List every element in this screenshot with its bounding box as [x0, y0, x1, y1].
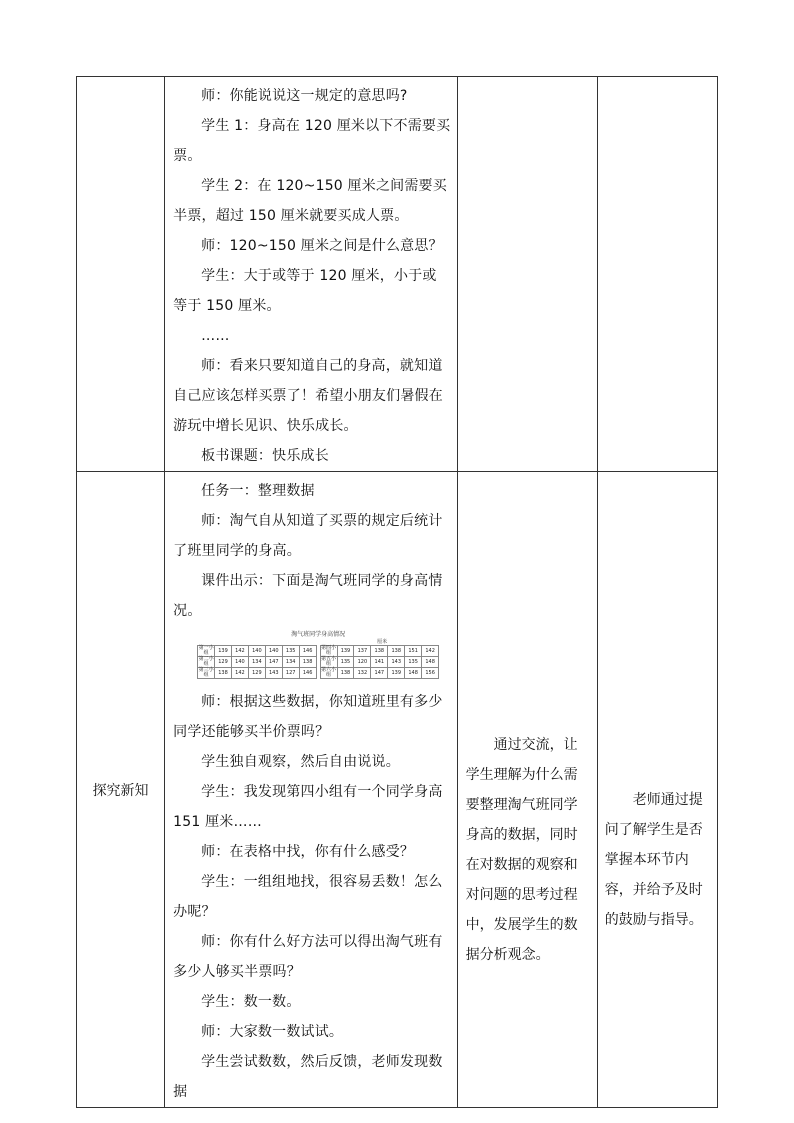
- dialogue-line: 师：淘气自从知道了买票的规定后统计了班里同学的身高。: [173, 513, 443, 559]
- group-label: 第二小组: [198, 656, 214, 667]
- stage-cell-empty: [77, 77, 165, 472]
- dialogue-line: 学生独自观察，然后自由说说。: [201, 754, 400, 770]
- group-label: 第三小组: [198, 667, 214, 678]
- height-cell: 146: [299, 668, 316, 679]
- height-cell: 142: [422, 646, 439, 657]
- height-cell: 135: [405, 657, 422, 668]
- dialogue-line: 师：你能说说这一规定的意思吗?: [201, 88, 408, 104]
- height-cell: 148: [405, 668, 422, 679]
- design-intent-text: 通过交流，让学生理解为什么需要整理淘气班同学身高的数据，同时在对数据的观察和对问题的思考过程中，发展学生的数据分析观念。: [465, 736, 578, 963]
- height-cell: 146: [299, 646, 316, 657]
- table-row: [198, 668, 439, 679]
- height-cell: 151: [405, 646, 422, 657]
- height-cell: 142: [231, 646, 248, 657]
- dialogue-line: 师：你有什么好方法可以得出淘气班有多少人够买半票吗？: [173, 934, 443, 980]
- dialogue-line: 师：120~150 厘米之间是什么意思？: [201, 238, 443, 254]
- height-data-figure: [197, 630, 439, 679]
- height-cell: 139: [337, 646, 354, 657]
- dialogue-line: 学生：数一数。: [201, 994, 301, 1010]
- height-cell: 138: [371, 646, 388, 657]
- height-cell: 139: [388, 668, 405, 679]
- height-cell: 143: [265, 668, 282, 679]
- height-cell: 139: [215, 646, 232, 657]
- height-cell: 147: [371, 668, 388, 679]
- dialogue-line: 任务一：整理数据: [201, 483, 315, 499]
- group-label: 第一小组: [198, 645, 214, 656]
- height-cell: 138: [215, 668, 232, 679]
- dialogue-line: 学生 1：身高在 120 厘米以下不需要买票。: [173, 118, 451, 164]
- height-cell: 134: [282, 657, 299, 668]
- height-cell: 140: [231, 657, 248, 668]
- group-label: 第五小组: [321, 656, 337, 667]
- dialogue-line: 师：大家数一数试试。: [201, 1024, 344, 1040]
- table-row: [198, 646, 439, 657]
- height-cell: 129: [248, 668, 265, 679]
- group-label: 第四小组: [321, 645, 337, 656]
- height-table-unit: 厘米: [377, 639, 388, 645]
- design-intent-cell: [457, 472, 597, 1108]
- dialogue-line: 学生：我发现第四小组有一个同学身高 151 厘米……: [173, 784, 443, 830]
- height-cell: 138: [299, 657, 316, 668]
- height-cell: 147: [265, 657, 282, 668]
- dialogue-line: 师：在表格中找，你有什么感受？: [201, 844, 415, 860]
- dialogue-line: 课件出示：下面是淘气班同学的身高情况。: [173, 573, 443, 619]
- height-cell: 138: [388, 646, 405, 657]
- teaching-process-cell: [165, 77, 457, 472]
- height-cell: 143: [388, 657, 405, 668]
- height-cell: 138: [337, 668, 354, 679]
- height-data-table: [197, 645, 439, 679]
- table-row: [77, 472, 718, 1108]
- dialogue-line: 学生：一组组地找，很容易丢数！怎么办呢？: [173, 874, 443, 920]
- dialogue-line: 师：根据这些数据，你知道班里有多少同学还能够买半价票吗？: [173, 694, 443, 740]
- dialogue-line: 学生：大于或等于 120 厘米，小于或等于 150 厘米。: [173, 268, 437, 314]
- teaching-process-cell: [165, 472, 457, 1108]
- stage-label: 探究新知: [77, 472, 165, 1108]
- evaluation-text: 老师通过提问了解学生是否掌握本环节内容，并给予及时的鼓励与指导。: [604, 791, 703, 928]
- height-cell: 135: [337, 657, 354, 668]
- dialogue-line: 学生 2：在 120~150 厘米之间需要买半票，超过 150 厘米就要买成人票。: [173, 178, 447, 224]
- dialogue-line: 板书课题：快乐成长: [201, 448, 329, 464]
- height-cell: 156: [422, 668, 439, 679]
- height-cell: 140: [265, 646, 282, 657]
- table-row: [198, 657, 439, 668]
- height-cell: 129: [215, 657, 232, 668]
- height-cell: 137: [354, 646, 371, 657]
- dialogue-line: ……: [201, 328, 230, 344]
- height-table-title: 淘气班同学身高情况: [291, 631, 346, 638]
- table-row: [77, 77, 718, 472]
- height-cell: 134: [248, 657, 265, 668]
- evaluation-cell-empty: [597, 77, 717, 472]
- evaluation-cell: [597, 472, 717, 1108]
- height-cell: 127: [282, 668, 299, 679]
- group-label: 第六小组: [321, 667, 337, 678]
- height-cell: 135: [282, 646, 299, 657]
- dialogue-line: 师：看来只要知道自己的身高，就知道自己应该怎样买票了！希望小朋友们暑假在游玩中增长见识、快乐成长。: [173, 358, 443, 434]
- height-cell: 148: [422, 657, 439, 668]
- height-cell: 120: [354, 657, 371, 668]
- height-cell: 142: [231, 668, 248, 679]
- lesson-plan-table: [76, 76, 718, 1108]
- intent-cell-empty: [457, 77, 597, 472]
- dialogue-line: 学生尝试数数，然后反馈，老师发现数据: [173, 1054, 443, 1100]
- height-cell: 140: [248, 646, 265, 657]
- height-cell: 132: [354, 668, 371, 679]
- height-cell: 141: [371, 657, 388, 668]
